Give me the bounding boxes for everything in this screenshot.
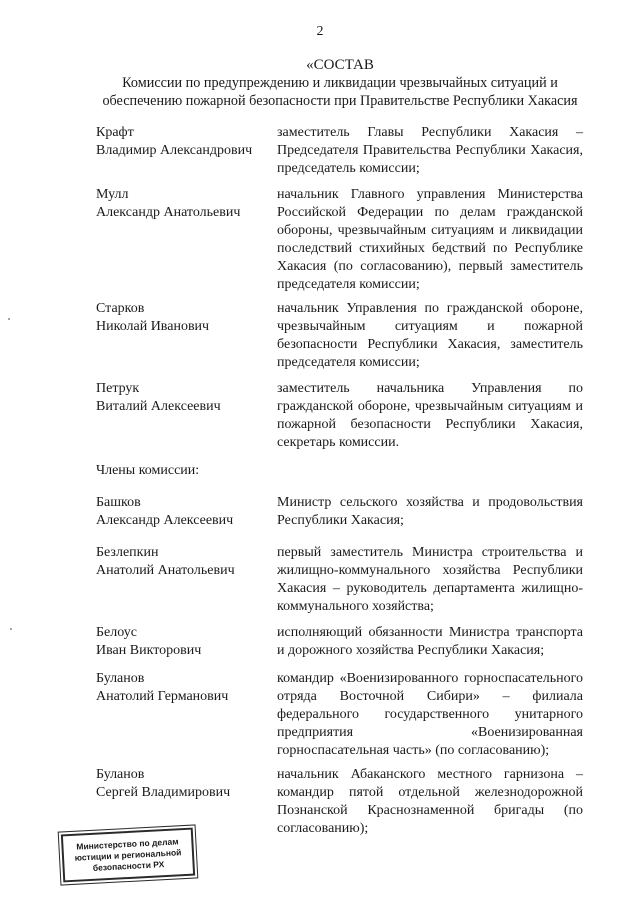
member-surname: Буланов	[96, 671, 145, 686]
member-role: заместитель начальника Управления по гражданской обороне, чрезвычайным ситуациям и пожарной безопасности Республики Хакасия, секретарь комиссии.	[277, 381, 583, 450]
member-name	[96, 380, 266, 416]
member-role: командир «Военизированного горноспасательного отряда Восточной Сибири» – филиала федерального государственного унитарного предприятия «Военизированная горноспасательная часть» (по согласованию);	[277, 671, 583, 758]
member-name	[96, 300, 266, 336]
member-name	[96, 766, 266, 802]
scan-speck	[8, 318, 10, 320]
member-role: начальник Управления по гражданской обороне, чрезвычайным ситуациям и пожарной безопасности Республики Хакасия, заместитель председателя комиссии;	[277, 301, 583, 370]
member-given-names: Анатолий Германович	[96, 689, 229, 704]
member-name	[96, 670, 266, 706]
member-surname: Белоус	[96, 625, 137, 640]
member-role: исполняющий обязанности Министра транспорта и дорожного хозяйства Республики Хакасия;	[277, 625, 583, 658]
member-surname: Старков	[96, 301, 145, 316]
registration-stamp	[61, 828, 195, 883]
member-given-names: Сергей Владимирович	[96, 785, 231, 800]
member-given-names: Александр Анатольевич	[96, 205, 241, 220]
member-role: начальник Абаканского местного гарнизона – командир пятой отдельной железнодорожной Познанской Краснознаменной бригады (по согласованию);	[277, 767, 583, 836]
member-role: начальник Главного управления Министерства Российской Федерации по делам гражданской обороны, чрезвычайным ситуациям и ликвидации последствий стихийных бедствий по Республике Хакасия (по согласованию), первый заместитель председателя комиссии;	[277, 187, 583, 292]
member-name	[96, 124, 266, 160]
member-surname: Мулл	[96, 187, 129, 202]
document-subtitle	[90, 74, 590, 110]
scan-speck	[10, 628, 12, 630]
member-given-names: Анатолий Анатольевич	[96, 563, 235, 578]
stamp-line: Министерство по делам	[76, 835, 179, 852]
member-role: Министр сельского хозяйства и продовольствия Республики Хакасия;	[277, 495, 583, 528]
member-given-names: Виталий Алексеевич	[96, 399, 221, 414]
member-given-names: Александр Алексеевич	[96, 513, 234, 528]
subtitle-line: Комиссии по предупреждению и ликвидации чрезвычайных ситуаций и	[122, 75, 558, 91]
stamp-line: безопасности РХ	[92, 858, 165, 873]
member-given-names: Николай Иванович	[96, 319, 210, 334]
member-name	[96, 494, 266, 530]
members-section-label: Члены комиссии:	[96, 463, 200, 478]
member-name	[96, 544, 266, 580]
member-surname: Башков	[96, 495, 141, 510]
member-surname: Безлепкин	[96, 545, 159, 560]
stamp-line: юстиции и региональной	[74, 846, 182, 863]
member-role: заместитель Главы Республики Хакасия – Председателя Правительства Республики Хакасия, председатель комиссии;	[277, 125, 583, 176]
member-role: первый заместитель Министра строительства и жилищно-коммунального хозяйства Республики Хакасия – руководитель департамента жилищно-коммунального хозяйства;	[277, 545, 583, 614]
member-surname: Буланов	[96, 767, 145, 782]
subtitle-line: обеспечению пожарной безопасности при Правительстве Республики Хакасия	[102, 93, 578, 109]
page-number: 2	[316, 24, 324, 39]
member-given-names: Иван Викторович	[96, 643, 202, 658]
member-surname: Петрук	[96, 381, 140, 396]
member-name	[96, 186, 266, 222]
member-surname: Крафт	[96, 125, 134, 140]
document-title: «СОСТАВ	[306, 57, 374, 73]
member-given-names: Владимир Александрович	[96, 143, 253, 158]
member-name	[96, 624, 266, 660]
